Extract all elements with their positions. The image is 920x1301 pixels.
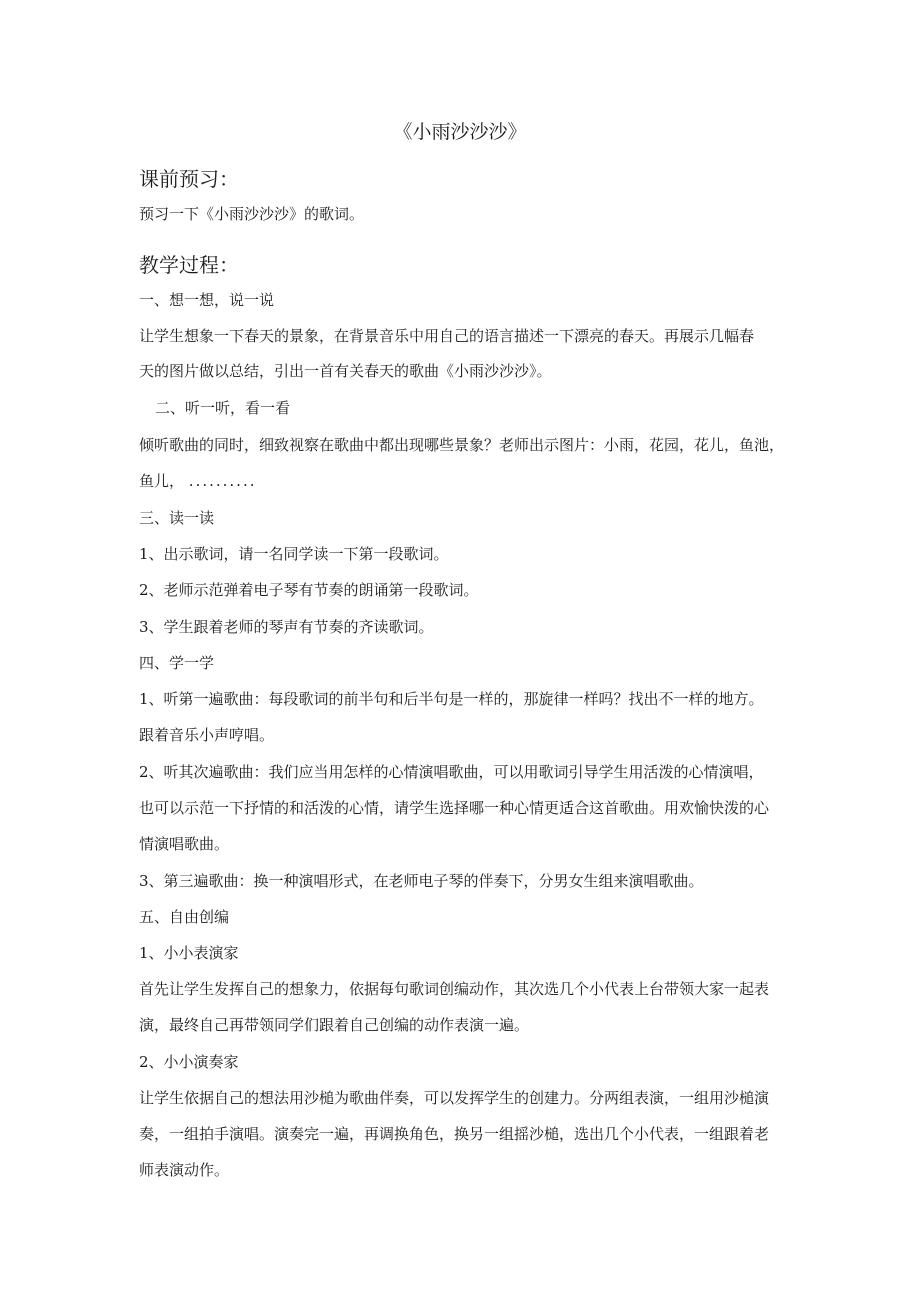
section-5-paragraph-1-line: 演，最终自己再带领同学们跟着自己创编的动作表演一遍。 xyxy=(139,1016,530,1034)
section-5-paragraph-2-line: 师表演动作。 xyxy=(139,1161,230,1179)
preview-text: 预习一下《小雨沙沙沙》的歌词。 xyxy=(139,205,365,223)
section-4-item-2-line: 也可以示范一下抒情的和活泼的心情，请学生选择哪一种心情更适合这首歌曲。用欢愉快泼的心 xyxy=(139,799,770,817)
ellipsis-dots: .......... xyxy=(188,472,257,490)
section-5-paragraph-2-line: 奏，一组拍手演唱。演奏完一遍，再调换角色，换另一组摇沙槌，选出几个小代表，一组跟着老 xyxy=(139,1125,770,1143)
section-4-heading: 四、学一学 xyxy=(139,654,215,672)
section-1-heading: 一、想一想，说一说 xyxy=(139,291,275,309)
section-5-heading: 五、自由创编 xyxy=(139,908,230,926)
section-2-text: 鱼儿， xyxy=(139,472,185,490)
section-3-item-3: 3、学生跟着老师的琴声有节奏的齐读歌词。 xyxy=(139,618,434,636)
section-4-item-2-line: 2、听其次遍歌曲：我们应当用怎样的心情演唱歌曲，可以用歌词引导学生用活泼的心情演唱， xyxy=(139,763,764,781)
section-3-item-2: 2、老师示范弹着电子琴有节奏的朗诵第一段歌词。 xyxy=(139,581,479,599)
document-title: 《小雨沙沙沙》 xyxy=(393,121,527,143)
section-1-paragraph-line: 天的图片做以总结，引出一首有关春天的歌曲《小雨沙沙沙》。 xyxy=(139,362,552,380)
section-3-heading: 三、读一读 xyxy=(139,509,215,527)
section-5-subheading-1: 1、小小表演家 xyxy=(139,944,239,962)
section-5-paragraph-2-line: 让学生依据自己的想法用沙槌为歌曲伴奏，可以发挥学生的创建力。分两组表演，一组用沙槌演 xyxy=(139,1089,770,1107)
section-5-subheading-2: 2、小小演奏家 xyxy=(139,1053,239,1071)
section-3-item-1: 1、出示歌词，请一名同学读一下第一段歌词。 xyxy=(139,545,449,563)
section-4-item-1-line: 跟着音乐小声哼唱。 xyxy=(139,726,275,744)
process-heading: 教学过程： xyxy=(139,253,239,277)
section-4-item-2-line: 情演唱歌曲。 xyxy=(139,835,230,853)
section-1-paragraph-line: 让学生想象一下春天的景象，在背景音乐中用自己的语言描述一下漂亮的春天。再展示几幅春 xyxy=(139,327,755,345)
section-2-paragraph-line xyxy=(139,471,256,491)
section-4-item-1-line: 1、听第一遍歌曲：每段歌词的前半句和后半句是一样的，那旋律一样吗？找出不一样的地方。 xyxy=(139,690,764,708)
section-2-paragraph-line: 倾听歌曲的同时，细致视察在歌曲中都出现哪些景象？老师出示图片：小雨，花园，花儿，鱼池， xyxy=(139,436,785,454)
section-2-heading: 二、听一听，看一看 xyxy=(155,399,291,417)
section-4-item-3: 3、第三遍歌曲：换一种演唱形式，在老师电子琴的伴奏下，分男女生组来演唱歌曲。 xyxy=(139,872,704,890)
preview-heading: 课前预习： xyxy=(139,167,239,191)
section-5-paragraph-1-line: 首先让学生发挥自己的想象力，依据每句歌词创编动作，其次选几个小代表上台带领大家一起表 xyxy=(139,980,770,998)
